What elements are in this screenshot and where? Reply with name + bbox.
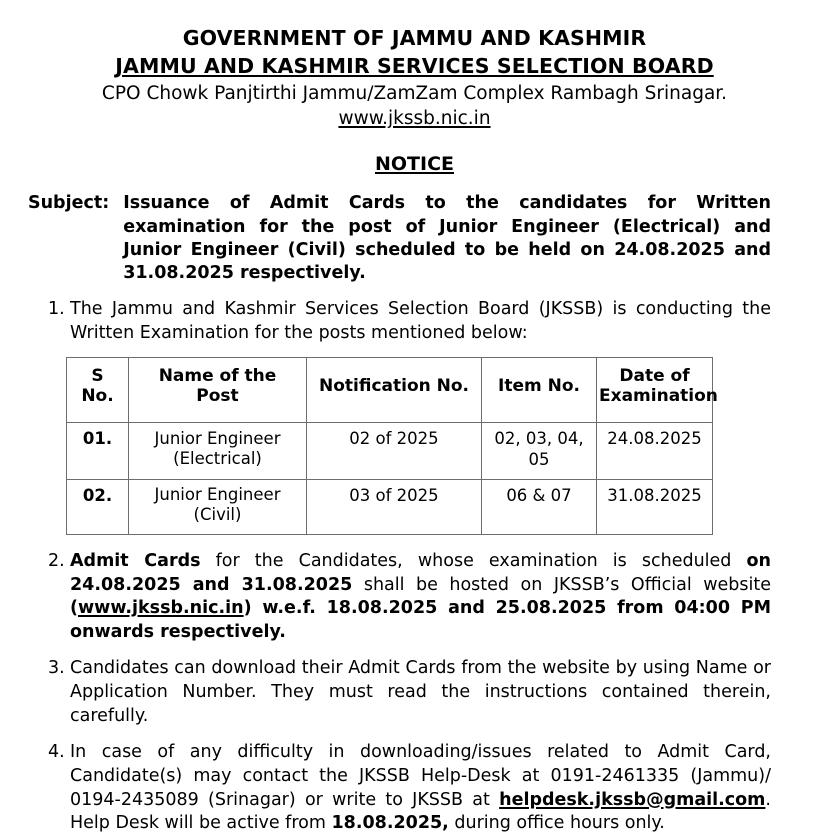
table-header-row: [67, 357, 713, 423]
column-header-date-of-examination: [597, 357, 718, 423]
cell-date-of-examination: 24.08.2025: [597, 423, 713, 479]
p2-open-paren: (: [70, 598, 78, 619]
list-item: [0, 298, 829, 345]
column-header-post-line2: Post: [196, 386, 239, 407]
cell-post-name-line1: Junior Engineer: [154, 484, 281, 504]
letterhead: [0, 0, 829, 131]
p4-segment-5: during office hours only.: [448, 813, 665, 834]
org-board-title: [0, 54, 829, 80]
helpdesk-active-date: 18.08.2025,: [331, 813, 449, 834]
column-header-s-no: [67, 357, 129, 423]
cell-post-name-line2: (Electrical): [173, 449, 262, 469]
helpdesk-email-link[interactable]: helpdesk.jkssb@gmail.com: [499, 789, 766, 810]
cell-date-of-examination: 31.08.2025: [597, 479, 713, 534]
subject-block: [0, 192, 829, 285]
list-item: [0, 741, 829, 836]
subject-text: Issuance of Admit Cards to the candidates for Written examination for the post of Junior Engineer (Electrical) and Junior Engineer (Civil) scheduled to be held on 24.08.2025 and 31.08.2025 respectively.: [123, 193, 771, 284]
list-item: [0, 657, 829, 728]
posts-table-container: [0, 357, 829, 535]
column-header-s-no-line1: S: [91, 365, 104, 386]
column-header-item-no: Item No.: [482, 357, 597, 423]
org-board-title-text: JAMMU AND KASHMIR SERVICES SELECTION BOARD: [115, 53, 714, 78]
cell-post-name: [129, 423, 307, 479]
table-row: [67, 479, 713, 534]
cell-post-name-line1: Junior Engineer: [154, 428, 281, 448]
cell-post-name: [129, 479, 307, 534]
org-website-link[interactable]: www.jkssb.nic.in: [338, 108, 491, 130]
cell-item-no: 06 & 07: [482, 479, 597, 534]
jkssb-website-link[interactable]: www.jkssb.nic.in: [78, 598, 244, 619]
exam-dates-emphasis: on 24.08.2025 and 31.08.2025: [70, 550, 771, 595]
list-item-text: The Jammu and Kashmir Services Selection Board (JKSSB) is conducting the Written Examination for the posts mentioned below:: [70, 299, 771, 344]
p4-segment-3: . Help Desk will be active from: [70, 789, 771, 834]
list-item-marker: 1.: [48, 299, 65, 320]
p2-segment-2: for the Candidates, whose examination is scheduled: [200, 550, 747, 571]
column-header-date-line2: Examination: [599, 386, 718, 407]
subject-label: Subject:: [28, 193, 110, 214]
org-website: [0, 107, 829, 131]
list-item-text: [70, 550, 771, 645]
cell-s-no: 01.: [67, 423, 129, 479]
list-item-text: [70, 741, 771, 836]
page-title-text: NOTICE: [374, 153, 454, 176]
cell-post-name-line2: (Civil): [193, 504, 242, 524]
p2-close-paren: ): [243, 598, 263, 619]
list-item-marker: 4.: [48, 742, 65, 763]
column-header-post-line1: Name of the: [158, 365, 277, 386]
column-header-date-line1: Date of: [619, 365, 690, 386]
cell-notification-no: 03 of 2025: [307, 479, 482, 534]
org-government-title: GOVERNMENT OF JAMMU AND KASHMIR: [182, 26, 647, 50]
table-row: [67, 423, 713, 479]
wef-dates-emphasis: w.e.f. 18.08.2025 and 25.08.2025 from 04:00 PM onwards respectively.: [70, 598, 771, 642]
column-header-s-no-line2: No.: [81, 386, 114, 407]
cell-notification-no: 02 of 2025: [307, 423, 482, 479]
list-item-marker: 3.: [48, 658, 65, 679]
column-header-notification-no: Notification No.: [307, 357, 482, 423]
posts-table: [66, 357, 718, 535]
p2-segment-4: shall be hosted on JKSSB’s Official website: [352, 574, 771, 595]
list-item: [0, 550, 829, 645]
cell-item-no: 02, 03, 04, 05: [482, 423, 597, 479]
page-title: [0, 153, 829, 175]
column-header-post: [129, 357, 307, 423]
p4-segment-1: In case of any difficulty in downloading/issues related to Admit Card, Candidate(s) may contact the JKSSB Help-Desk at 0191-2461335 (Jammu)/ 0194-2435089 (Srinagar) or write to JKSSB at: [70, 742, 771, 810]
org-address: CPO Chowk Panjtirthi Jammu/ZamZam Complex Rambagh Srinagar.: [101, 83, 728, 105]
list-item-text: Candidates can download their Admit Cards from the website by using Name or Application Number. They must read the instructions contained therein, carefully.: [70, 658, 771, 726]
list-item-marker: 2.: [48, 550, 65, 571]
cell-s-no: 02.: [67, 479, 129, 534]
admit-cards-emphasis: Admit Cards: [70, 550, 201, 571]
